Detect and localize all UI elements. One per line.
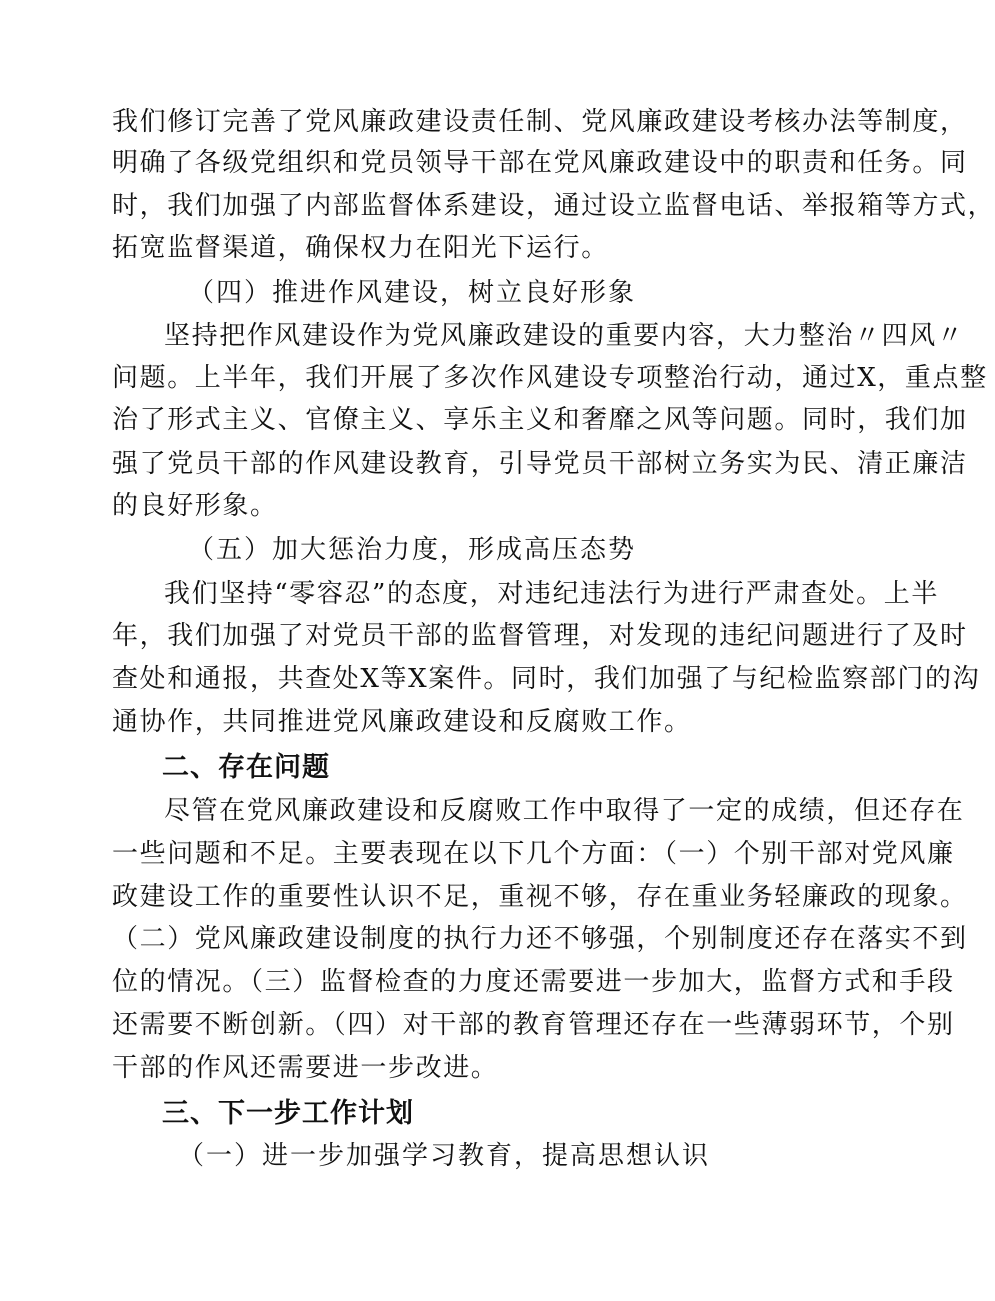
paragraph-line: 的良好形象。 xyxy=(112,491,278,521)
paragraph-line: 通协作，共同推进党风廉政建设和反腐败工作。 xyxy=(112,707,692,737)
paragraph-line: 尽管在党风廉政建设和反腐败工作中取得了一定的成绩，但还存在 xyxy=(164,796,965,826)
subsection-title: （五）加大惩治力度，形成高压态势 xyxy=(188,535,637,565)
paragraph-line: 政建设工作的重要性认识不足，重视不够，存在重业务轻廉政的现象。 xyxy=(112,882,968,912)
paragraph-line: 位的情况。（三）监督检查的力度还需要进一步加大，监督方式和手段 xyxy=(112,967,955,997)
paragraph-line: 还需要不断创新。（四）对干部的教育管理还存在一些薄弱环节，个别 xyxy=(112,1010,955,1040)
paragraph-line: 问题。上半年，我们开展了多次作风建设专项整治行动，通过X，重点整 xyxy=(112,363,988,393)
section-heading: 三、下一步工作计划 xyxy=(162,1098,414,1129)
paragraph-line: 一些问题和不足。主要表现在以下几个方面：（一）个别干部对党风廉 xyxy=(112,839,955,869)
paragraph-line: 拓宽监督渠道，确保权力在阳光下运行。 xyxy=(112,233,609,263)
paragraph-line: 我们修订完善了党风廉政建设责任制、党风廉政建设考核办法等制度， xyxy=(112,107,968,137)
paragraph-line: 时，我们加强了内部监督体系建设，通过设立监督电话、举报箱等方式， xyxy=(112,191,995,221)
paragraph-line: 干部的作风还需要进一步改进。 xyxy=(112,1053,499,1083)
paragraph-line: 坚持把作风建设作为党风廉政建设的重要内容，大力整治〃四风〃 xyxy=(164,321,965,351)
paragraph-line: 查处和通报，共查处X等X案件。同时，我们加强了与纪检监察部门的沟 xyxy=(112,664,981,694)
paragraph-line: 治了形式主义、官僚主义、享乐主义和奢靡之风等问题。同时，我们加 xyxy=(112,405,968,435)
paragraph-line: 强了党员干部的作风建设教育，引导党员干部树立务实为民、清正廉洁 xyxy=(112,449,968,479)
paragraph-line: 年，我们加强了对党员干部的监督管理，对发现的违纪问题进行了及时 xyxy=(112,621,968,651)
subsection-title: （一）进一步加强学习教育，提高思想认识 xyxy=(178,1141,711,1171)
subsection-title: （四）推进作风建设，树立良好形象 xyxy=(188,278,637,308)
section-heading: 二、存在问题 xyxy=(162,752,330,783)
paragraph-line: 明确了各级党组织和党员领导干部在党风廉政建设中的职责和任务。同 xyxy=(112,148,968,178)
paragraph-line: 我们坚持“零容忍”的态度，对违纪违法行为进行严肃查处。上半 xyxy=(164,579,939,609)
paragraph-line: （二）党风廉政建设制度的执行力还不够强，个别制度还存在落实不到 xyxy=(112,924,968,954)
